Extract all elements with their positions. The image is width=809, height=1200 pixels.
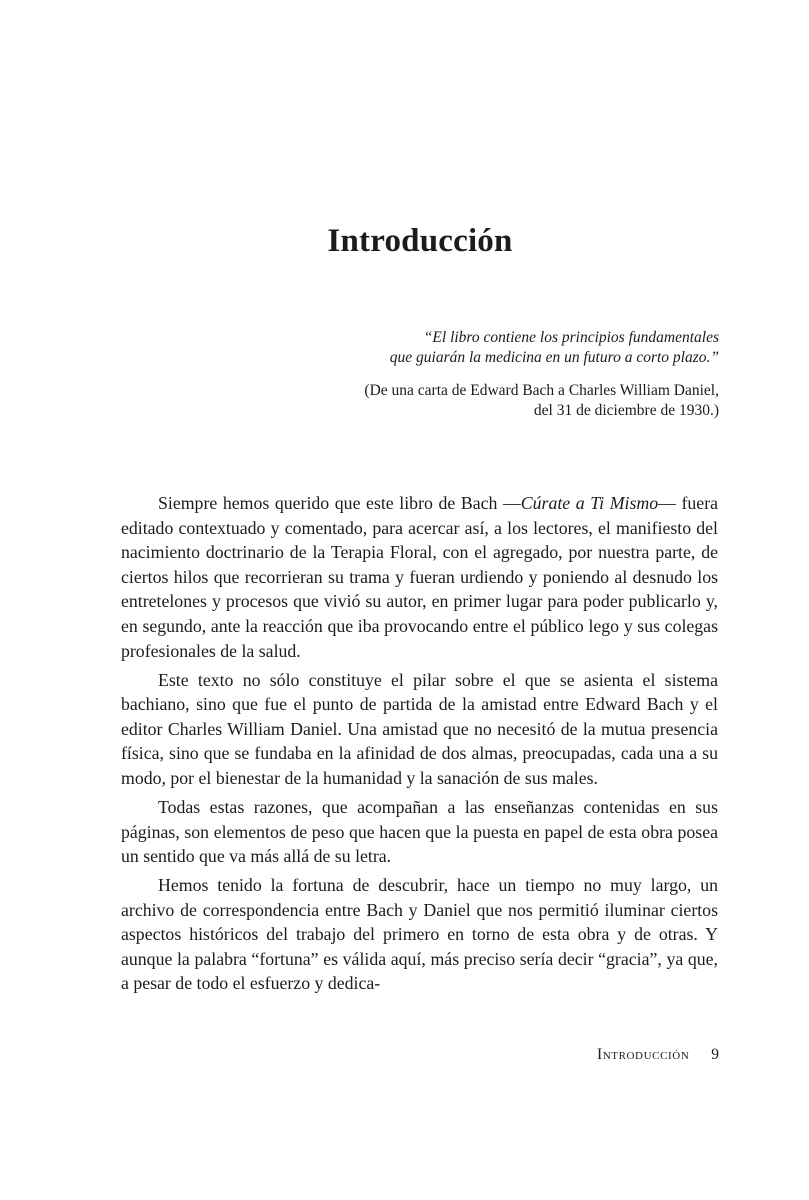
epigraph-quote-line: que guiarán la medicina en un futuro a corto plazo.” [389, 349, 719, 366]
body-text [121, 491, 718, 1000]
page-number: 9 [711, 1046, 719, 1063]
chapter-title: Introducción [327, 223, 513, 259]
epigraph [364, 328, 719, 421]
paragraph-text: Siempre hemos querido que este libro de Bach — [158, 493, 521, 513]
paragraph-text: — fuera editado contextuado y comentado, para acercar así, a los lectores, el manifiesto del nacimiento doctrinario de la Terapia Floral, con el agregado, por nuestra parte, de ciertos hilos que recorrieran su trama y fueran urdiendo y poniendo al desnudo los entretelones y procesos que vivió su autor, en primer lugar para poder publicarlo y, en segundo, ante la reacción que iba provocando entre el público lego y sus colegas profesionales de la salud. [121, 493, 719, 661]
paragraph [121, 491, 718, 663]
paragraph: Todas estas razones, que acompañan a las enseñanzas contenidas en sus páginas, son elementos de peso que hacen que la puesta en papel de esta obra posea un sentido que va más allá de su letra. [121, 796, 718, 867]
paragraph: Este texto no sólo constituye el pilar sobre el que se asienta el sistema bachiano, sino que fue el punto de partida de la amistad entre Edward Bach y el editor Charles William Daniel. Una amistad que no necesitó de la mutua presencia física, sino que se fundaba en la afinidad de dos almas, preocupadas, cada una a su modo, por el bienestar de la humanidad y la sanación de sus males. [121, 669, 718, 788]
epigraph-source-line: del 31 de diciembre de 1930.) [533, 402, 719, 419]
page-footer [597, 1046, 719, 1064]
epigraph-source [364, 381, 719, 421]
running-head: Introducción [596, 1046, 690, 1063]
epigraph-source-line: (De una carta de Edward Bach a Charles William Daniel, [364, 382, 719, 399]
epigraph-quote [364, 328, 719, 368]
book-title-italic: Cúrate a Ti Mismo [520, 493, 659, 513]
epigraph-quote-line: “El libro contiene los principios fundamentales [423, 329, 719, 346]
paragraph: Hemos tenido la fortuna de descubrir, hace un tiempo no muy largo, un archivo de correspondencia entre Bach y Daniel que nos permitió iluminar ciertos aspectos históricos del trabajo del primero en torno de esta obra y de otras. Y aunque la palabra “fortuna” es válida aquí, más preciso sería decir “gracia”, ya que, a pesar de todo el esfuerzo y dedica- [121, 875, 718, 994]
